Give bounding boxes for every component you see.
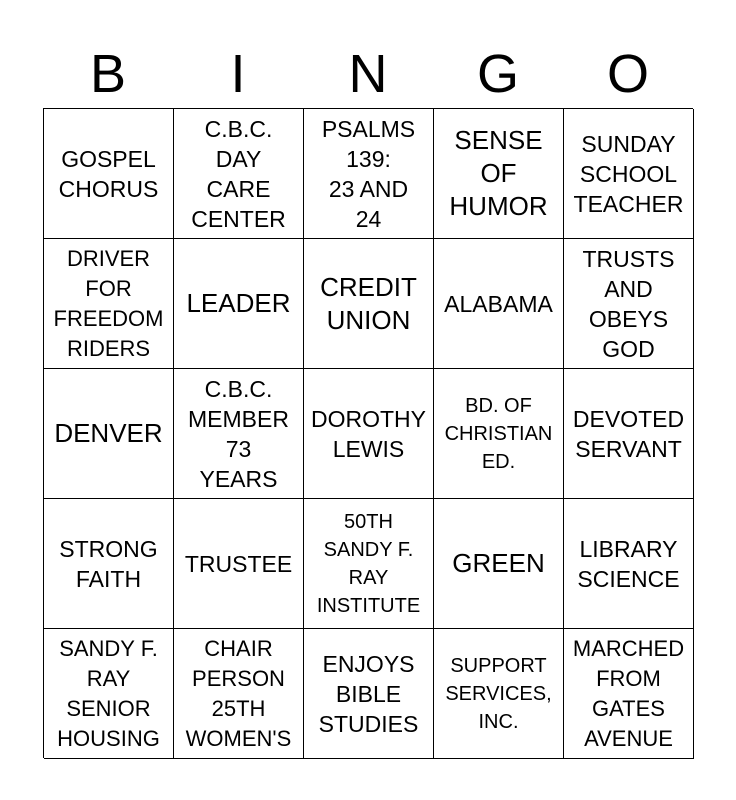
bingo-cell[interactable] [434,109,564,239]
bingo-cell[interactable] [44,109,174,239]
cell-label: TRUSTS AND OBEYS GOD [582,245,675,362]
bingo-header [43,40,693,108]
cell-label: STRONG FAITH [59,535,158,592]
bingo-cell[interactable] [174,629,304,759]
cell-label: ENJOYS BIBLE STUDIES [318,650,419,737]
bingo-cell[interactable] [304,239,434,369]
header-letter-b: B [89,44,127,104]
cell-label: ALABAMA [444,290,553,317]
header-letter-i: I [230,44,246,104]
cell-label: SUPPORT SERVICES, INC. [445,654,552,733]
bingo-cell[interactable] [304,629,434,759]
cell-label: C.B.C. DAY CARE CENTER [191,115,286,232]
cell-label: MARCHED FROM GATES AVENUE [572,635,685,751]
bingo-cell[interactable] [434,369,564,499]
bingo-cell[interactable] [44,369,174,499]
bingo-cell[interactable] [564,629,694,759]
cell-label: C.B.C. MEMBER 73 YEARS [188,375,289,492]
bingo-cell[interactable] [174,369,304,499]
cell-label: CHAIR PERSON 25TH WOMEN'S [185,635,292,751]
bingo-cell[interactable] [434,499,564,629]
cell-label: 50TH SANDY F. RAY INSTITUTE [316,510,421,617]
cell-label: GOSPEL CHORUS [58,145,159,202]
bingo-cell[interactable] [434,629,564,759]
header-letter-o: O [606,44,649,104]
cell-label: DRIVER FOR FREEDOM RIDERS [53,245,164,361]
bingo-cell[interactable] [174,239,304,369]
bingo-cell[interactable] [44,629,174,759]
bingo-cell[interactable] [174,109,304,239]
bingo-cell[interactable] [564,369,694,499]
bingo-cell[interactable] [304,109,434,239]
cell-label: DENVER [54,418,163,448]
bingo-cell[interactable] [434,239,564,369]
bingo-cell[interactable] [304,499,434,629]
bingo-cell[interactable] [564,109,694,239]
cell-label: SENSE OF HUMOR [449,125,548,221]
cell-label: DEVOTED SERVANT [572,405,685,462]
bingo-board [43,108,693,758]
bingo-cell[interactable] [174,499,304,629]
cell-label: GREEN [452,548,545,578]
cell-label: LEADER [186,288,291,318]
cell-label: SUNDAY SCHOOL TEACHER [573,130,684,217]
header-letter-n: N [348,44,388,104]
bingo-cell[interactable] [44,499,174,629]
bingo-cell[interactable] [564,499,694,629]
cell-label: LIBRARY SCIENCE [577,535,680,592]
cell-label: PSALMS 139: 23 AND 24 [321,115,416,232]
cell-label: SANDY F. RAY SENIOR HOUSING [57,635,160,751]
header-letter-g: G [476,44,519,104]
bingo-cell[interactable] [564,239,694,369]
cell-label: BD. OF CHRISTIAN ED. [444,394,553,473]
bingo-cell[interactable] [304,369,434,499]
cell-label: DOROTHY LEWIS [311,405,426,462]
cell-label: CREDIT UNION [320,271,417,335]
bingo-cell[interactable] [44,239,174,369]
cell-label: TRUSTEE [184,550,293,577]
